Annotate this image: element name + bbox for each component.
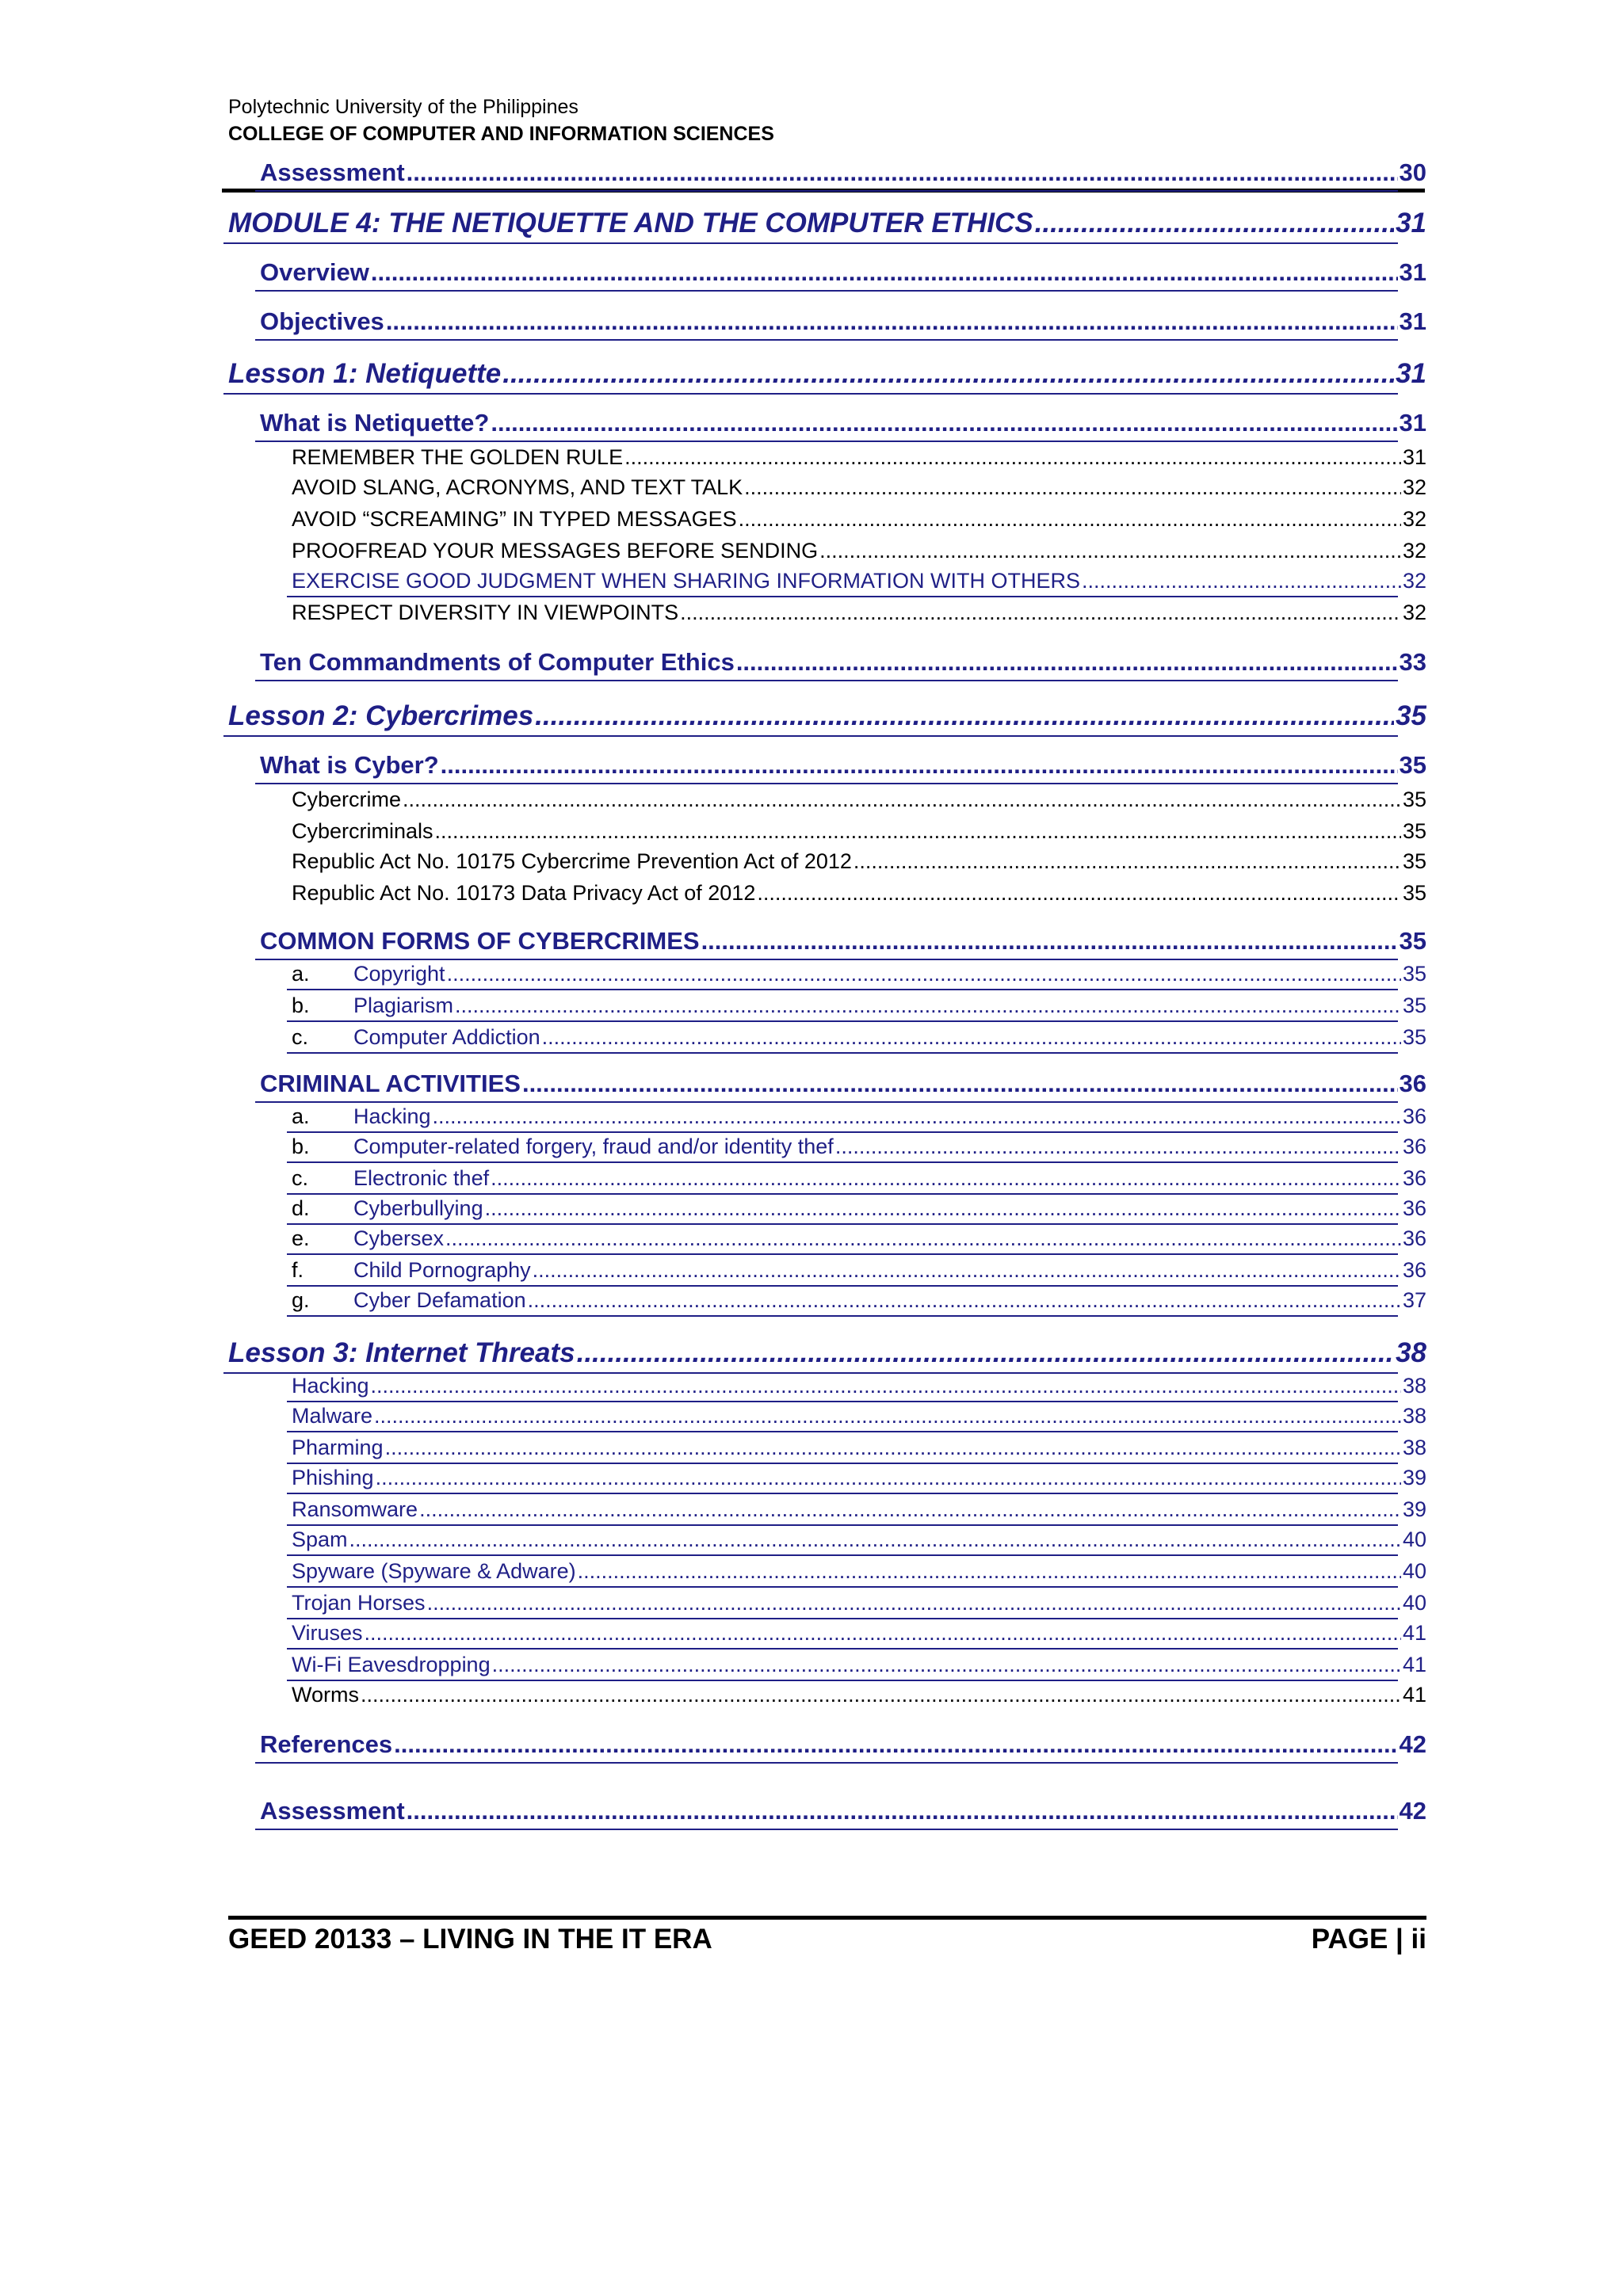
toc-entry-label: AVOID “SCREAMING” IN TYPED MESSAGES: [292, 507, 737, 531]
toc-dot-leader: [1035, 208, 1394, 239]
toc-dot-leader: [385, 1436, 1401, 1460]
toc-entry-label: PROOFREAD YOUR MESSAGES BEFORE SENDING: [292, 539, 819, 563]
toc-link-underline: [287, 1052, 1398, 1054]
toc-dot-leader: [365, 1621, 1401, 1646]
toc-dot-leader: [349, 1527, 1401, 1552]
toc-entry[interactable]: [292, 1404, 1426, 1428]
toc-entry-label: Cyber Defamation: [353, 1288, 526, 1312]
toc-entry-label: Hacking: [292, 1374, 369, 1398]
toc-link-underline: [223, 393, 1398, 395]
toc-entry[interactable]: [292, 507, 1426, 532]
toc-dot-leader: [578, 1559, 1401, 1584]
toc-entry-label: Overview: [260, 258, 369, 286]
toc-dot-leader: [835, 1135, 1401, 1159]
toc-dot-leader: [394, 1730, 1397, 1759]
toc-entry[interactable]: [260, 751, 1426, 780]
toc-entry-page: 41: [1402, 1683, 1426, 1707]
page-number: PAGE | ii: [1311, 1924, 1426, 1955]
toc-entry-page: 37: [1402, 1288, 1426, 1312]
toc-dot-leader: [386, 307, 1398, 336]
toc-entry-letter: d.: [292, 1196, 310, 1220]
toc-entry[interactable]: [260, 307, 1426, 336]
toc-entry[interactable]: [292, 1653, 1426, 1677]
toc-entry-page: 38: [1402, 1404, 1426, 1428]
toc-entry-letter: b.: [292, 994, 310, 1017]
toc-entry[interactable]: [292, 1025, 1426, 1050]
toc-entry-letter: e.: [292, 1226, 310, 1250]
toc-link-underline: [287, 1618, 1398, 1619]
toc-dot-leader: [739, 507, 1401, 532]
toc-entry-label: Ten Commandments of Computer Ethics: [260, 648, 735, 676]
toc-entry-label: References: [260, 1730, 393, 1758]
toc-dot-leader: [577, 1337, 1394, 1369]
toc-entry-page: 31: [1396, 208, 1426, 238]
toc-entry-page: 31: [1399, 307, 1426, 335]
toc-link-underline: [287, 596, 1398, 597]
toc-dot-leader: [403, 788, 1401, 812]
toc-entry-label: EXERCISE GOOD JUDGMENT WHEN SHARING INFORMATION WITH OTHERS: [292, 569, 1081, 593]
toc-entry[interactable]: [292, 1104, 1426, 1129]
toc-entry[interactable]: [260, 1070, 1426, 1098]
toc-entry-label: Computer Addiction: [353, 1025, 540, 1049]
toc-dot-leader: [435, 819, 1401, 844]
toc-entry-label: CRIMINAL ACTIVITIES: [260, 1070, 521, 1097]
toc-entry[interactable]: [228, 358, 1426, 390]
toc-dot-leader: [701, 927, 1398, 955]
toc-link-underline: [287, 1315, 1398, 1317]
toc-entry-page: 31: [1396, 358, 1426, 389]
toc-entry-letter: g.: [292, 1288, 310, 1312]
toc-entry[interactable]: [292, 1226, 1426, 1251]
toc-entry-page: 40: [1402, 1559, 1426, 1583]
toc-entry-page: 31: [1399, 409, 1426, 437]
college-name: COLLEGE OF COMPUTER AND INFORMATION SCIENCES: [228, 123, 774, 145]
toc-entry-page: 38: [1396, 1337, 1426, 1368]
toc-entry-label: Cybercrime: [292, 788, 402, 811]
toc-dot-leader: [407, 158, 1398, 187]
toc-entry-page: 40: [1402, 1527, 1426, 1551]
toc-entry-page: 35: [1399, 927, 1426, 955]
toc-link-underline: [255, 290, 1398, 292]
toc-dot-leader: [371, 1374, 1401, 1398]
toc-entry-page: 41: [1402, 1621, 1426, 1645]
toc-link-underline: [255, 339, 1398, 341]
toc-entry[interactable]: [292, 475, 1426, 500]
toc-entry-page: 32: [1402, 507, 1426, 531]
toc-entry[interactable]: [260, 927, 1426, 955]
toc-link-underline: [255, 959, 1398, 960]
toc-entry-page: 35: [1402, 819, 1426, 843]
toc-entry-page: 35: [1396, 700, 1426, 731]
toc-entry[interactable]: [292, 881, 1426, 906]
toc-entry-label: COMMON FORMS OF CYBERCRIMES: [260, 927, 700, 955]
toc-entry-label: Republic Act No. 10175 Cybercrime Prevention Act of 2012: [292, 849, 852, 873]
toc-entry-page: 36: [1402, 1226, 1426, 1250]
toc-entry-label: AVOID SLANG, ACRONYMS, AND TEXT TALK: [292, 475, 743, 499]
toc-dot-leader: [371, 258, 1398, 287]
toc-link-underline: [255, 190, 1398, 192]
toc-entry-label: Copyright: [353, 962, 445, 986]
toc-entry[interactable]: [292, 1527, 1426, 1552]
toc-entry[interactable]: [292, 1497, 1426, 1522]
toc-entry-letter: b.: [292, 1135, 310, 1158]
page-footer: [228, 1924, 1426, 1955]
toc-entry[interactable]: [292, 601, 1426, 625]
course-title: GEED 20133 – LIVING IN THE IT ERA: [228, 1924, 712, 1955]
toc-dot-leader: [680, 601, 1401, 625]
toc-dot-leader: [455, 994, 1401, 1018]
toc-dot-leader: [542, 1025, 1401, 1050]
toc-entry-page: 42: [1399, 1730, 1426, 1758]
toc-link-underline: [287, 1193, 1398, 1195]
toc-entry[interactable]: [292, 1683, 1426, 1707]
toc-entry-page: 33: [1399, 648, 1426, 676]
toc-dot-leader: [441, 751, 1398, 780]
toc-link-underline: [287, 1131, 1398, 1133]
toc-dot-leader: [491, 409, 1397, 437]
toc-link-underline: [255, 1829, 1398, 1830]
toc-entry[interactable]: [292, 539, 1426, 563]
toc-dot-leader: [624, 445, 1401, 470]
toc-entry-label: Republic Act No. 10173 Data Privacy Act of 2012: [292, 881, 756, 905]
toc-dot-leader: [736, 648, 1398, 677]
toc-entry[interactable]: [260, 648, 1426, 677]
toc-entry-label: RESPECT DIVERSITY IN VIEWPOINTS: [292, 601, 679, 624]
toc-entry-page: 32: [1402, 475, 1426, 499]
toc-entry[interactable]: [292, 1288, 1426, 1313]
toc-entry[interactable]: [292, 569, 1426, 593]
toc-dot-leader: [491, 1166, 1401, 1191]
toc-link-underline: [287, 1401, 1398, 1402]
toc-entry-label: What is Netiquette?: [260, 409, 490, 437]
toc-link-underline: [255, 783, 1398, 784]
toc-dot-leader: [492, 1653, 1401, 1677]
toc-entry[interactable]: [260, 258, 1426, 287]
toc-entry-page: 35: [1402, 788, 1426, 811]
toc-entry-label: Computer-related forgery, fraud and/or identity thef: [353, 1135, 834, 1158]
toc-entry-page: 40: [1402, 1591, 1426, 1615]
toc-dot-leader: [433, 1104, 1401, 1129]
toc-entry-page: 41: [1402, 1653, 1426, 1676]
toc-entry[interactable]: [292, 1466, 1426, 1490]
toc-entry-label: Cybercriminals: [292, 819, 433, 843]
toc-entry-page: 31: [1399, 258, 1426, 286]
toc-entry-label: Pharming: [292, 1436, 384, 1459]
toc-entry-label: Lesson 1: Netiquette: [228, 358, 502, 389]
toc-dot-leader: [528, 1288, 1401, 1313]
toc-entry-label: Trojan Horses: [292, 1591, 426, 1615]
toc-entry-page: 32: [1402, 601, 1426, 624]
toc-entry[interactable]: [292, 1166, 1426, 1191]
toc-dot-leader: [502, 358, 1394, 390]
toc-entry[interactable]: [228, 700, 1426, 732]
toc-entry-page: 36: [1402, 1104, 1426, 1128]
toc-link-underline: [223, 735, 1398, 737]
toc-dot-leader: [819, 539, 1401, 563]
toc-link-underline: [223, 242, 1398, 244]
toc-dot-leader: [757, 881, 1401, 906]
toc-entry[interactable]: [292, 994, 1426, 1018]
toc-entry-letter: f.: [292, 1258, 304, 1282]
toc-entry[interactable]: [292, 788, 1426, 812]
toc-entry[interactable]: [292, 1196, 1426, 1221]
toc-entry-page: 32: [1402, 569, 1426, 593]
toc-entry-label: REMEMBER THE GOLDEN RULE: [292, 445, 624, 469]
toc-entry-page: 35: [1399, 751, 1426, 779]
toc-entry-page: 36: [1402, 1135, 1426, 1158]
toc-entry-page: 35: [1402, 881, 1426, 905]
toc-entry-page: 42: [1399, 1797, 1426, 1825]
toc-entry-label: Spam: [292, 1527, 348, 1551]
toc-dot-leader: [854, 849, 1401, 874]
toc-dot-leader: [522, 1070, 1398, 1098]
page-header: [228, 93, 774, 147]
toc-dot-leader: [407, 1797, 1398, 1825]
toc-entry[interactable]: [292, 1135, 1426, 1159]
toc-entry-page: 35: [1402, 1025, 1426, 1049]
toc-link-underline: [287, 1253, 1398, 1255]
toc-entry-label: Assessment: [260, 158, 405, 186]
toc-dot-leader: [744, 475, 1401, 500]
toc-dot-leader: [361, 1683, 1401, 1707]
toc-entry-label: Viruses: [292, 1621, 363, 1645]
university-name: Polytechnic University of the Philippines: [228, 96, 579, 118]
toc-entry-label: Objectives: [260, 307, 384, 335]
toc-link-underline: [255, 1762, 1398, 1764]
toc-entry[interactable]: [260, 1730, 1426, 1759]
footer-rule: [228, 1916, 1426, 1920]
toc-link-underline: [287, 1586, 1398, 1588]
toc-entry-page: 35: [1402, 994, 1426, 1017]
toc-link-underline: [287, 1648, 1398, 1650]
toc-entry-page: 36: [1402, 1166, 1426, 1190]
toc-entry-label: Phishing: [292, 1466, 374, 1489]
toc-entry[interactable]: [292, 962, 1426, 986]
toc-entry-page: 32: [1402, 539, 1426, 563]
toc-link-underline: [255, 441, 1398, 442]
toc-entry-page: 39: [1402, 1466, 1426, 1489]
toc-entry[interactable]: [292, 1374, 1426, 1398]
toc-entry[interactable]: [292, 1436, 1426, 1460]
toc-entry-letter: c.: [292, 1166, 309, 1190]
toc-entry-label: What is Cyber?: [260, 751, 439, 779]
toc-entry[interactable]: [292, 1621, 1426, 1646]
toc-link-underline: [287, 1554, 1398, 1556]
toc-link-underline: [287, 1161, 1398, 1163]
toc-entry[interactable]: [260, 409, 1426, 437]
toc-link-underline: [287, 1431, 1398, 1432]
toc-entry-page: 38: [1402, 1436, 1426, 1459]
toc-entry[interactable]: [292, 1591, 1426, 1615]
toc-entry-label: MODULE 4: THE NETIQUETTE AND THE COMPUTER ETHICS: [228, 208, 1033, 238]
toc-entry-letter: a.: [292, 1104, 310, 1128]
toc-dot-leader: [445, 1226, 1401, 1251]
toc-entry[interactable]: [260, 158, 1426, 187]
toc-dot-leader: [419, 1497, 1401, 1522]
toc-dot-leader: [376, 1466, 1401, 1490]
toc-entry-label: Lesson 2: Cybercrimes: [228, 700, 534, 731]
toc-entry-page: 30: [1399, 158, 1426, 186]
toc-link-underline: [287, 989, 1398, 990]
toc-dot-leader: [1082, 569, 1401, 593]
toc-link-underline: [287, 1463, 1398, 1464]
toc-entry[interactable]: [292, 1258, 1426, 1283]
toc-entry-label: Worms: [292, 1683, 359, 1707]
toc-link-underline: [287, 1020, 1398, 1022]
toc-entry-page: 36: [1402, 1196, 1426, 1220]
toc-link-underline: [287, 1680, 1398, 1681]
toc-link-underline: [287, 1285, 1398, 1287]
toc-entry-letter: c.: [292, 1025, 309, 1049]
toc-entry-page: 38: [1402, 1374, 1426, 1398]
toc-entry-label: Electronic thef: [353, 1166, 490, 1190]
toc-entry-label: Cyberbullying: [353, 1196, 483, 1220]
toc-entry-label: Plagiarism: [353, 994, 454, 1017]
toc-dot-leader: [533, 1258, 1401, 1283]
toc-entry-letter: a.: [292, 962, 310, 986]
toc-entry-label: Spyware (Spyware & Adware): [292, 1559, 576, 1583]
toc-entry[interactable]: [260, 1797, 1426, 1825]
toc-dot-leader: [427, 1591, 1401, 1615]
toc-entry[interactable]: [228, 1337, 1426, 1369]
toc-link-underline: [255, 680, 1398, 681]
toc-entry[interactable]: [292, 849, 1426, 874]
toc-entry-page: 36: [1399, 1070, 1426, 1097]
toc-entry-label: Assessment: [260, 1797, 405, 1825]
toc-entry-page: 39: [1402, 1497, 1426, 1521]
toc-entry-label: Cybersex: [353, 1226, 445, 1250]
toc-link-underline: [287, 1493, 1398, 1494]
toc-entry[interactable]: [292, 819, 1426, 844]
toc-entry-label: Ransomware: [292, 1497, 418, 1521]
toc-dot-leader: [374, 1404, 1401, 1428]
toc-link-underline: [255, 1101, 1398, 1103]
toc-entry-label: Child Pornography: [353, 1258, 531, 1282]
toc-entry-page: 35: [1402, 962, 1426, 986]
toc-entry-page: 36: [1402, 1258, 1426, 1282]
toc-entry[interactable]: [292, 1559, 1426, 1584]
toc-entry-label: Hacking: [353, 1104, 431, 1128]
toc-entry[interactable]: [228, 208, 1426, 239]
toc-dot-leader: [485, 1196, 1401, 1221]
toc-entry-page: 35: [1402, 849, 1426, 873]
toc-entry-label: Wi-Fi Eavesdropping: [292, 1653, 491, 1676]
toc-entry[interactable]: [292, 445, 1426, 470]
toc-link-underline: [287, 1524, 1398, 1526]
toc-dot-leader: [447, 962, 1401, 986]
toc-entry-page: 31: [1402, 445, 1426, 469]
toc-dot-leader: [535, 700, 1394, 732]
toc-link-underline: [287, 1223, 1398, 1225]
toc-entry-label: Malware: [292, 1404, 373, 1428]
toc-entry-label: Lesson 3: Internet Threats: [228, 1337, 575, 1368]
